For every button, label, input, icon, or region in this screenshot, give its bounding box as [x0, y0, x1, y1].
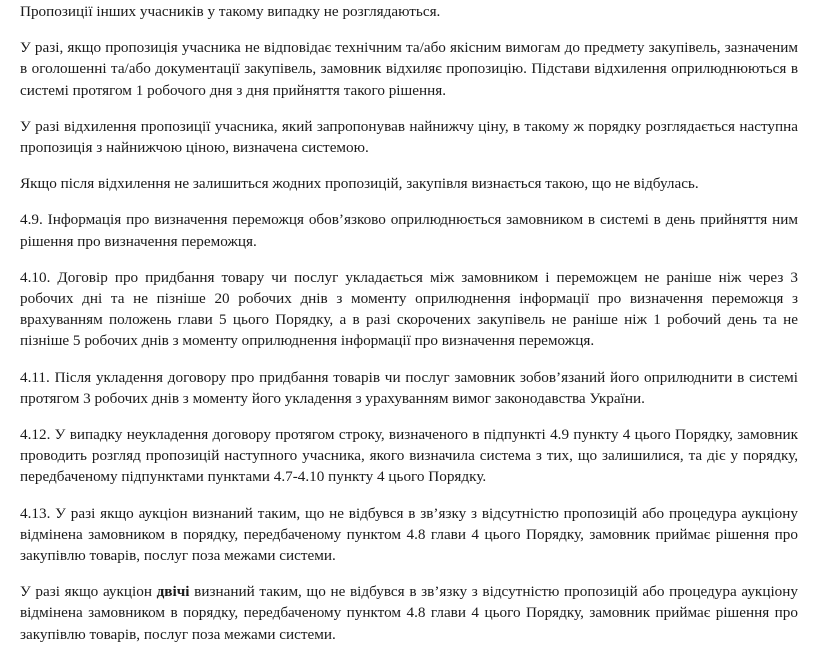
paragraph-4-10: 4.10. Договір про придбання товару чи послуг укладається між замовником і переможцем не раніше ніж через 3 робочих дні та не пізніше 20 робочих днів з моменту оприлюднення інформації про визначення переможця з врахуванням положень глави 5 цього Порядку, а в разі скорочених закупівель не раніше ніж 1 робочий день та не пізніше 5 робочих днів з моменту оприлюднення інформації про визначення переможця.: [20, 268, 798, 350]
paragraph-rejection-technical: У разі, якщо пропозиція учасника не відповідає технічним та/або якісним вимогам до предмету закупівель, зазначеним в оголошенні та/або документації закупівель, замовник відхиляє пропозицію. Підстави відхилення оприлюднюються в системі протягом 1 робочого дня з дня прийняття такого рішення.: [20, 39, 798, 99]
emphasis-twice: двічі: [156, 583, 190, 601]
paragraph-4-12: 4.12. У випадку неукладення договору протягом строку, визначеного в підпункті 4.9 пункту 4 цього Порядку, замовник проводить розгляд пропозицій наступного учасника, якого визначила система з тих, що залишилися, та діє у порядку, передбаченому підпунктами пунктами 4.7-4.10 пункту 4 цього Порядку.: [20, 426, 798, 486]
paragraph-auction-twice-after: визнаний таким, що не відбувся в зв’язку з відсутністю пропозицій або процедура аукціону відмінена замовником в порядку, передбаченому пунктом 4.8 глави 4 цього Порядку, замовник приймає рішення про закупівлю товарів, послуг поза межами системи.: [20, 583, 798, 643]
paragraph-rejection-lowest-price: У разі відхилення пропозиції учасника, який запропонував найнижчу ціну, в такому ж порядку розглядається наступна пропозиція з найнижчою ціною, визначена системою.: [20, 117, 798, 157]
paragraph-proposals-not-considered: Пропозиції інших учасників у такому випадку не розглядаються.: [20, 3, 441, 20]
paragraph-auction-twice-before: У разі якщо аукціон: [20, 583, 157, 601]
paragraph-4-13: 4.13. У разі якщо аукціон визнаний таким, що не відбувся в зв’язку з відсутністю пропозицій або процедура аукціону відмінена замовником в порядку, передбаченому пунктом 4.8 глави 4 цього Порядку, замовник приймає рішення про закупівлю товарів, послуг поза межами системи.: [20, 504, 798, 565]
paragraph-auction-twice: [20, 581, 798, 645]
paragraph-no-proposals-left: Якщо після відхилення не залишиться жодних пропозицій, закупівля визнається такою, що не відбулась.: [20, 175, 699, 193]
paragraph-4-11: 4.11. Після укладення договору про придбання товарів чи послуг замовник зобов’язаний його оприлюднити в системі протягом 3 робочих днів з моменту його укладення з урахуванням вимог законодавства України.: [20, 368, 798, 407]
paragraph-4-9: 4.9. Інформація про визначення переможця обов’язково оприлюднюється замовником в системі в день прийняття ним рішення про визначення переможця.: [20, 211, 798, 250]
document-body: [20, 0, 798, 660]
